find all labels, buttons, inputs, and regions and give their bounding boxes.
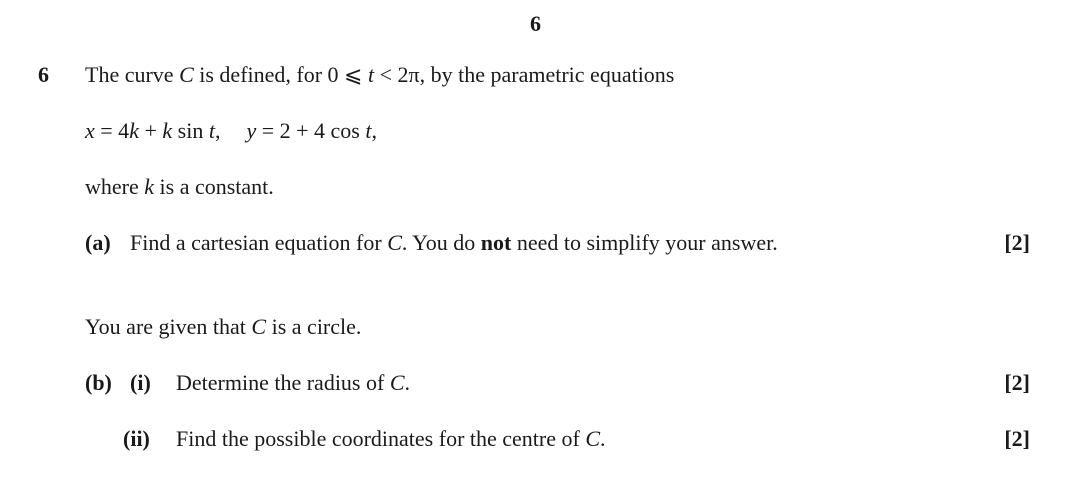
part-b-ii-marks: [2]: [1004, 426, 1030, 451]
part-a-text: Find a cartesian equation for C. You do not need to simplify your answer.: [130, 230, 778, 255]
page-number: 6: [530, 11, 541, 36]
part-b-ii-text: Find the possible coordinates for the centre of C.: [176, 426, 606, 451]
question-number: 6: [38, 62, 49, 87]
part-a-marks: [2]: [1004, 230, 1030, 255]
part-a-label: (a): [85, 230, 111, 255]
given-statement: You are given that C is a circle.: [85, 314, 362, 339]
parametric-equations: x = 4k + k sin t, y = 2 + 4 cos t,: [85, 118, 377, 143]
part-b-i-marks: [2]: [1004, 370, 1030, 395]
question-intro: The curve C is defined, for 0 ⩽ t < 2π, by the parametric equations: [85, 62, 675, 87]
constant-note: where k is a constant.: [85, 174, 274, 199]
part-b-i-label: (i): [130, 370, 151, 395]
part-b-i-text: Determine the radius of C.: [176, 370, 410, 395]
part-b-label: (b): [85, 370, 112, 395]
part-b-ii-label: (ii): [123, 426, 150, 451]
